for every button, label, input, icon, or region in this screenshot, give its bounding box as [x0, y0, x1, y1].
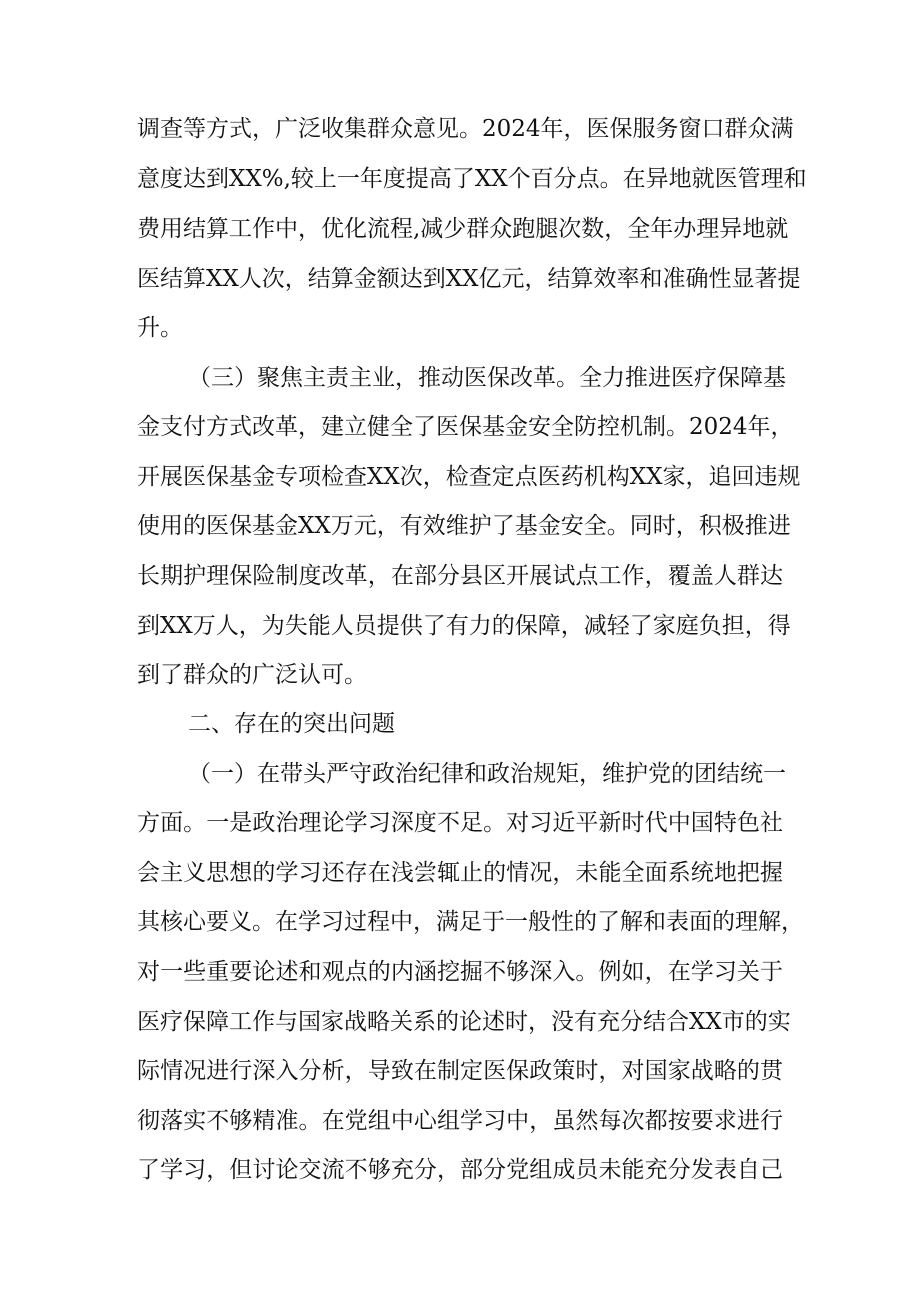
- text-line: 了学习，但讨论交流不够充分，部分党组成员未能充分发表自己: [137, 1157, 783, 1183]
- text-line: 金支付方式改革，建立健全了医保基金安全防控机制。2024年，: [137, 414, 794, 440]
- text-line: 长期护理保险制度改革，在部分县区开展试点工作，覆盖人群达: [137, 563, 783, 589]
- text-line: 对一些重要论述和观点的内涵挖掘不够深入。例如，在学习关于: [137, 959, 783, 985]
- text-line: 际情况进行深入分析，导致在制定医保政策时，对国家战略的贯: [137, 1058, 783, 1084]
- text-line: 方面。一是政治理论学习深度不足。对习近平新时代中国特色社: [137, 810, 783, 836]
- text-line: 其核心要义。在学习过程中，满足于一般性的了解和表面的理解，: [137, 909, 804, 935]
- text-line: 升。: [137, 315, 183, 341]
- subheading-line: （一）在带头严守政治纪律和政治规矩，维护党的团结统一: [188, 761, 786, 787]
- text-line: 开展医保基金专项检查XX次，检查定点医药机构XX家，追回违规: [137, 464, 801, 490]
- text-line: 医结算XX人次，结算金额达到XX亿元，结算效率和准确性显著提: [137, 266, 801, 292]
- text-line: 彻落实不够精准。在党组中心组学习中，虽然每次都按要求进行: [137, 1108, 783, 1134]
- text-line: 使用的医保基金XX万元，有效维护了基金安全。同时，积极推进: [137, 513, 791, 539]
- text-line: 调查等方式，广泛收集群众意见。2024年，医保服务窗口群众满: [137, 116, 794, 142]
- text-line: 费用结算工作中，优化流程,减少群众跑腿次数，全年办理异地就: [137, 216, 789, 242]
- text-line: 到了群众的广泛认可。: [137, 662, 367, 688]
- section-heading: 二、存在的突出问题: [188, 711, 395, 737]
- text-line: 到XX万人，为失能人员提供了有力的保障，减轻了家庭负担，得: [137, 613, 791, 639]
- subheading-line: （三）聚焦主责主业，推动医保改革。全力推进医疗保障基: [188, 365, 786, 391]
- text-line: 会主义思想的学习还存在浅尝辄止的情况，未能全面系统地把握: [137, 860, 783, 886]
- text-line: 意度达到XX%,较上一年度提高了XX个百分点。在异地就医管理和: [137, 166, 807, 192]
- text-line: 医疗保障工作与国家战略关系的论述时，没有充分结合XX市的实: [137, 1009, 791, 1035]
